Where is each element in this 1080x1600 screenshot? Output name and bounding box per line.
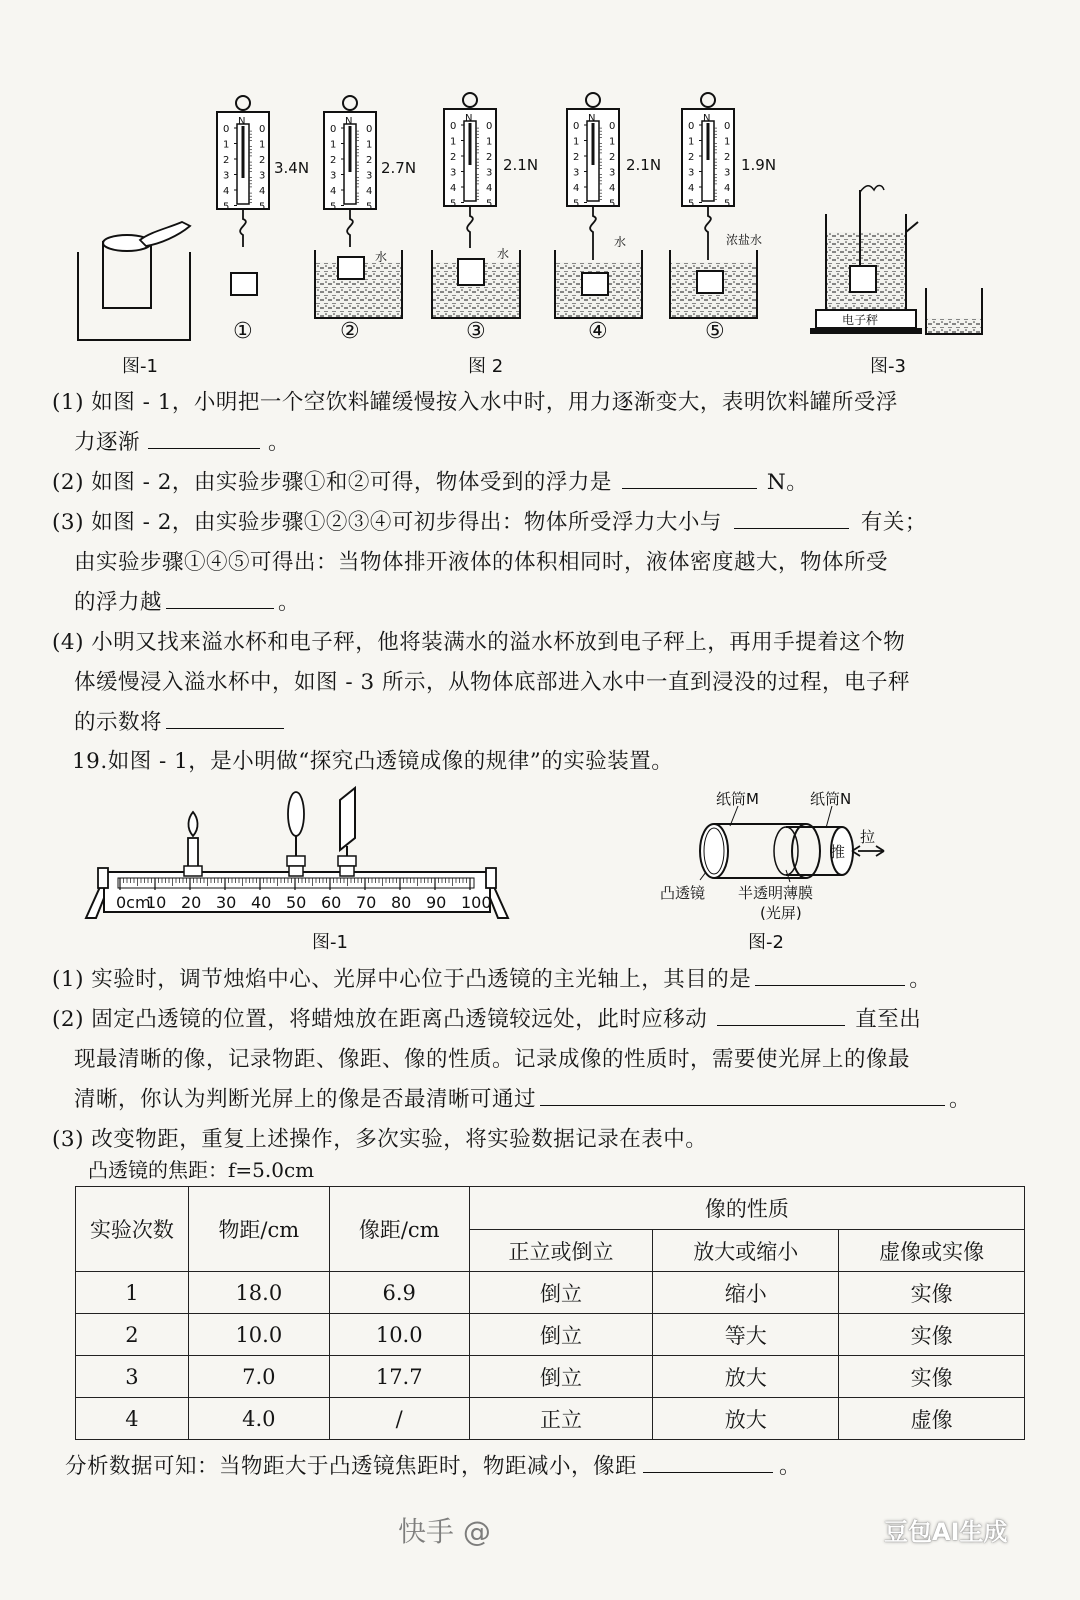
bench-scale-label: 90 bbox=[426, 893, 447, 912]
bench-scale-label: 20 bbox=[181, 893, 202, 912]
scale-number: 4 bbox=[573, 183, 580, 194]
cell: 倒立 bbox=[469, 1356, 653, 1398]
q18-p2-end: N。 bbox=[766, 470, 809, 495]
tube-m-label: 纸筒M bbox=[716, 790, 759, 808]
q19-p2-end-2: 。 bbox=[949, 1087, 972, 1112]
scale-number: 0 bbox=[366, 124, 373, 135]
liquid-label-5: 浓盐水 bbox=[726, 233, 763, 247]
scale-number: 3 bbox=[724, 167, 731, 179]
q19-p2-text: (2) 固定凸透镜的位置，将蜡烛放在距离凸透镜较远处，此时应移动 bbox=[52, 1007, 708, 1032]
scale-number: 3 bbox=[259, 170, 266, 182]
scale-number: 0 bbox=[688, 121, 695, 132]
header-orientation: 正立或倒立 bbox=[469, 1230, 653, 1272]
caption-fig2: 图 2 bbox=[468, 356, 504, 377]
scale-number: 4 bbox=[450, 183, 457, 194]
q19-block bbox=[52, 960, 1037, 1160]
caption-fig3: 图-3 bbox=[870, 356, 906, 377]
cell: 2 bbox=[76, 1314, 189, 1356]
lens-data-table bbox=[75, 1186, 1025, 1440]
cell: 实像 bbox=[839, 1356, 1025, 1398]
cell: 正立 bbox=[469, 1398, 653, 1440]
q18-p3-line1 bbox=[52, 503, 1037, 543]
scale-number: 5 bbox=[609, 198, 616, 210]
film-label: 半透明薄膜 bbox=[738, 884, 814, 902]
q18-p2 bbox=[52, 463, 1037, 503]
q18-p3-line2 bbox=[52, 543, 1037, 583]
q18-p3-text-2: 由实验步骤①④⑤可得出：当物体排开液体的体积相同时，液体密度越大，物体所受 bbox=[74, 550, 889, 575]
scale-number: 3 bbox=[486, 167, 493, 179]
scale-letter-3: N bbox=[465, 113, 473, 124]
q18-p1-line1: (1) 如图 - 1，小明把一个空饮料罐缓慢按入水中时，用力逐渐变大，表明饮料罐所受浮 bbox=[52, 390, 898, 415]
scale-number: 4 bbox=[366, 186, 373, 197]
cell: 实像 bbox=[839, 1272, 1025, 1314]
table-row bbox=[76, 1314, 1025, 1356]
scale-number: 2 bbox=[259, 155, 266, 166]
header-real-virtual: 虚像或实像 bbox=[839, 1230, 1025, 1272]
scale-number: 2 bbox=[223, 155, 230, 166]
q18-p4-line2 bbox=[52, 663, 1037, 703]
table-row bbox=[76, 1272, 1025, 1314]
header-size: 放大或缩小 bbox=[653, 1230, 839, 1272]
table-row bbox=[76, 1356, 1025, 1398]
cell: / bbox=[329, 1398, 469, 1440]
step-1: ① bbox=[233, 319, 253, 344]
q18-p3-line3 bbox=[52, 583, 1037, 623]
scale-number: 2 bbox=[486, 152, 493, 163]
cell: 等大 bbox=[653, 1314, 839, 1356]
scale-number: 5 bbox=[330, 201, 337, 213]
scale-number: 1 bbox=[486, 136, 493, 148]
scale-number: 2 bbox=[450, 152, 457, 163]
scale-number: 0 bbox=[609, 121, 616, 132]
bench-scale-label: 60 bbox=[321, 893, 342, 912]
scale-number: 1 bbox=[688, 136, 695, 148]
scale-number: 1 bbox=[366, 139, 373, 151]
scale-number: 1 bbox=[223, 139, 230, 151]
q18-p3-text-3: 的浮力越 bbox=[74, 590, 163, 615]
q18-p4-line1: (4) 小明又找来溢水杯和电子秤，他将装满水的溢水杯放到电子秤上，再用手提着这个物 bbox=[52, 630, 906, 655]
q18-p3-end: 有关； bbox=[860, 510, 927, 535]
scale-number: 5 bbox=[366, 201, 373, 213]
cell: 倒立 bbox=[469, 1272, 653, 1314]
scale-number: 3 bbox=[450, 167, 457, 179]
cell: 6.9 bbox=[329, 1272, 469, 1314]
liquid-label-4: 水 bbox=[614, 235, 627, 249]
step-5: ⑤ bbox=[705, 319, 725, 344]
scale-number: 0 bbox=[450, 121, 457, 132]
scale-number: 3 bbox=[366, 170, 373, 182]
q19-p1-end: 。 bbox=[909, 967, 932, 992]
scale-number: 4 bbox=[688, 183, 695, 194]
step-3: ③ bbox=[466, 319, 486, 344]
scale-number: 2 bbox=[366, 155, 373, 166]
scale-ticks bbox=[0, 0, 1080, 220]
scale-number: 4 bbox=[330, 186, 337, 197]
cell: 实像 bbox=[839, 1314, 1025, 1356]
cell: 1 bbox=[76, 1272, 189, 1314]
q19-p2-line3 bbox=[52, 1080, 1037, 1120]
answer-blank-4[interactable] bbox=[166, 590, 274, 609]
scale-number: 2 bbox=[724, 152, 731, 163]
cell: 10.0 bbox=[188, 1314, 329, 1356]
scale-number: 1 bbox=[573, 136, 580, 148]
cell: 虚像 bbox=[839, 1398, 1025, 1440]
bench-scale-label: 0cm bbox=[116, 893, 151, 912]
scale-number: 5 bbox=[724, 198, 731, 210]
scale-number: 5 bbox=[486, 198, 493, 210]
scale-number: 4 bbox=[223, 186, 230, 197]
reading-4: 2.1N bbox=[626, 156, 662, 174]
q19-p3: (3) 改变物距，重复上述操作，多次实验，将实验数据记录在表中。 bbox=[52, 1127, 708, 1152]
push-label: 推 bbox=[830, 843, 846, 861]
step-4: ④ bbox=[588, 319, 608, 344]
cell: 4 bbox=[76, 1398, 189, 1440]
bench-scale-label: 70 bbox=[356, 893, 377, 912]
answer-blank-8[interactable] bbox=[540, 1087, 945, 1106]
q18-p4-text-3: 的示数将 bbox=[74, 710, 163, 735]
header-object-distance: 物距/cm bbox=[188, 1187, 329, 1272]
bench-scale-label: 10 bbox=[146, 893, 167, 912]
scale-number: 4 bbox=[609, 183, 616, 194]
bench-scale-label: 80 bbox=[391, 893, 412, 912]
analysis bbox=[65, 1447, 1050, 1487]
step-2: ② bbox=[340, 319, 360, 344]
q18-p2-text: (2) 如图 - 2，由实验步骤①和②可得，物体受到的浮力是 bbox=[52, 470, 612, 495]
q19-intro bbox=[72, 742, 1057, 782]
answer-blank-7[interactable] bbox=[717, 1007, 845, 1026]
answer-blank-9[interactable] bbox=[643, 1454, 773, 1473]
q18-p1-line2 bbox=[52, 423, 1037, 463]
scale-number: 1 bbox=[259, 139, 266, 151]
scale-letter-5: N bbox=[703, 113, 711, 124]
scale-number: 1 bbox=[609, 136, 616, 148]
scale-number: 0 bbox=[259, 124, 266, 135]
scale-number: 3 bbox=[609, 167, 616, 179]
reading-2: 2.7N bbox=[381, 159, 417, 177]
scale-number: 2 bbox=[573, 152, 580, 163]
doubao-watermark: 豆包AI生成 bbox=[884, 1518, 1008, 1546]
scale-number: 3 bbox=[573, 167, 580, 179]
scale-number: 3 bbox=[330, 170, 337, 182]
header-trial: 实验次数 bbox=[76, 1187, 189, 1272]
lens-label: 凸透镜 bbox=[660, 884, 706, 902]
scale-number: 2 bbox=[330, 155, 337, 166]
scale-number: 5 bbox=[223, 201, 230, 213]
scale-number: 5 bbox=[450, 198, 457, 210]
answer-blank-2[interactable] bbox=[622, 470, 757, 489]
tube-n-label: 纸筒N bbox=[810, 790, 852, 808]
q19-p2-text-2: 现最清晰的像，记录物距、像距、像的性质。记录成像的性质时，需要使光屏上的像最 bbox=[74, 1047, 911, 1072]
scale-number: 2 bbox=[609, 152, 616, 163]
scale-number: 4 bbox=[724, 183, 731, 194]
reading-1: 3.4N bbox=[274, 159, 310, 177]
scale-number: 3 bbox=[223, 170, 230, 182]
reading-3: 2.1N bbox=[503, 156, 539, 174]
focal-length: 凸透镜的焦距：f=5.0cm bbox=[88, 1158, 315, 1182]
analysis-end: 。 bbox=[779, 1454, 802, 1479]
answer-blank-1[interactable] bbox=[148, 430, 260, 449]
table-header-row bbox=[76, 1187, 1025, 1230]
bench-scale-label: 50 bbox=[286, 893, 307, 912]
q19-p1-text: (1) 实验时，调节烛焰中心、光屏中心位于凸透镜的主光轴上，其目的是 bbox=[52, 967, 752, 992]
scale-number: 0 bbox=[223, 124, 230, 135]
q19-p2-line2 bbox=[52, 1040, 1037, 1080]
cell: 7.0 bbox=[188, 1356, 329, 1398]
cell: 倒立 bbox=[469, 1314, 653, 1356]
scale-number: 1 bbox=[330, 139, 337, 151]
q19-p2-line1 bbox=[52, 1000, 1037, 1040]
scale-number: 0 bbox=[486, 121, 493, 132]
bench-scale-label: 40 bbox=[251, 893, 272, 912]
q19-intro-text: 19.如图 - 1，是小明做“探究凸透镜成像的规律”的实验装置。 bbox=[72, 749, 674, 774]
q18-p1-end: 。 bbox=[268, 430, 291, 455]
q18-p1-text: 力逐渐 bbox=[74, 430, 141, 455]
scale-number: 1 bbox=[450, 136, 457, 148]
cell: 3 bbox=[76, 1356, 189, 1398]
scale-number: 0 bbox=[573, 121, 580, 132]
cell: 10.0 bbox=[329, 1314, 469, 1356]
cell: 放大 bbox=[653, 1398, 839, 1440]
header-image-distance: 像距/cm bbox=[329, 1187, 469, 1272]
scale-number: 0 bbox=[724, 121, 731, 132]
scale-number: 3 bbox=[688, 167, 695, 179]
q19-p2-text-3: 清晰，你认为判断光屏上的像是否最清晰可通过 bbox=[74, 1087, 537, 1112]
tube-model bbox=[700, 806, 884, 882]
scale-letter-4: N bbox=[588, 113, 596, 124]
scale-number: 1 bbox=[724, 136, 731, 148]
q19-p1 bbox=[52, 960, 1037, 1000]
cell: 17.7 bbox=[329, 1356, 469, 1398]
liquid-label-2: 水 bbox=[375, 250, 388, 264]
kuaishou-watermark: 快手 @ bbox=[398, 1515, 491, 1548]
q19-p2-end: 直至出 bbox=[855, 1007, 922, 1032]
q18-p4-line3 bbox=[52, 703, 1037, 743]
scale-label: 电子秤 bbox=[842, 313, 879, 327]
answer-blank-3[interactable] bbox=[734, 510, 849, 529]
liquid-label-3: 水 bbox=[497, 247, 510, 261]
cell: 18.0 bbox=[188, 1272, 329, 1314]
scale-number: 5 bbox=[573, 198, 580, 210]
q18-p4-text-2: 体缓慢浸入溢水杯中，如图 - 3 所示，从物体底部进入水中一直到浸没的过程，电子秤 bbox=[74, 670, 910, 695]
screen-label: (光屏) bbox=[760, 904, 802, 922]
analysis-text: 分析数据可知：当物距大于凸透镜焦距时，物距减小，像距 bbox=[65, 1454, 638, 1479]
bench-scale-label: 30 bbox=[216, 893, 237, 912]
scale-number: 4 bbox=[486, 183, 493, 194]
bench-scale-label: 100 bbox=[461, 893, 492, 912]
pull-label: 拉 bbox=[860, 828, 876, 846]
answer-blank-6[interactable] bbox=[755, 967, 905, 986]
scale-number: 5 bbox=[688, 198, 695, 210]
reading-5: 1.9N bbox=[741, 156, 777, 174]
scale-letter-2: N bbox=[345, 116, 353, 127]
answer-blank-5[interactable] bbox=[166, 710, 284, 729]
scale-number: 2 bbox=[688, 152, 695, 163]
lens-figures bbox=[0, 780, 1080, 965]
scale-number: 4 bbox=[259, 186, 266, 197]
scale-number: 5 bbox=[259, 201, 266, 213]
cell: 4.0 bbox=[188, 1398, 329, 1440]
cell: 放大 bbox=[653, 1356, 839, 1398]
header-image-nature: 像的性质 bbox=[469, 1187, 1024, 1230]
q18-p3-end-2: 。 bbox=[278, 590, 301, 615]
scale-letter-1: N bbox=[238, 116, 246, 127]
caption-fig1: 图-1 bbox=[122, 356, 158, 377]
scale-number: 0 bbox=[330, 124, 337, 135]
caption-lens-fig2: 图-2 bbox=[748, 932, 784, 953]
table-row bbox=[76, 1398, 1025, 1440]
q18-block bbox=[52, 383, 1037, 743]
q18-p3-text: (3) 如图 - 2，由实验步骤①②③④可初步得出：物体所受浮力大小与 bbox=[52, 510, 722, 535]
analysis-line bbox=[65, 1447, 1050, 1487]
caption-lens-fig1: 图-1 bbox=[312, 932, 348, 953]
cell: 缩小 bbox=[653, 1272, 839, 1314]
fig1-beaker bbox=[78, 222, 190, 340]
